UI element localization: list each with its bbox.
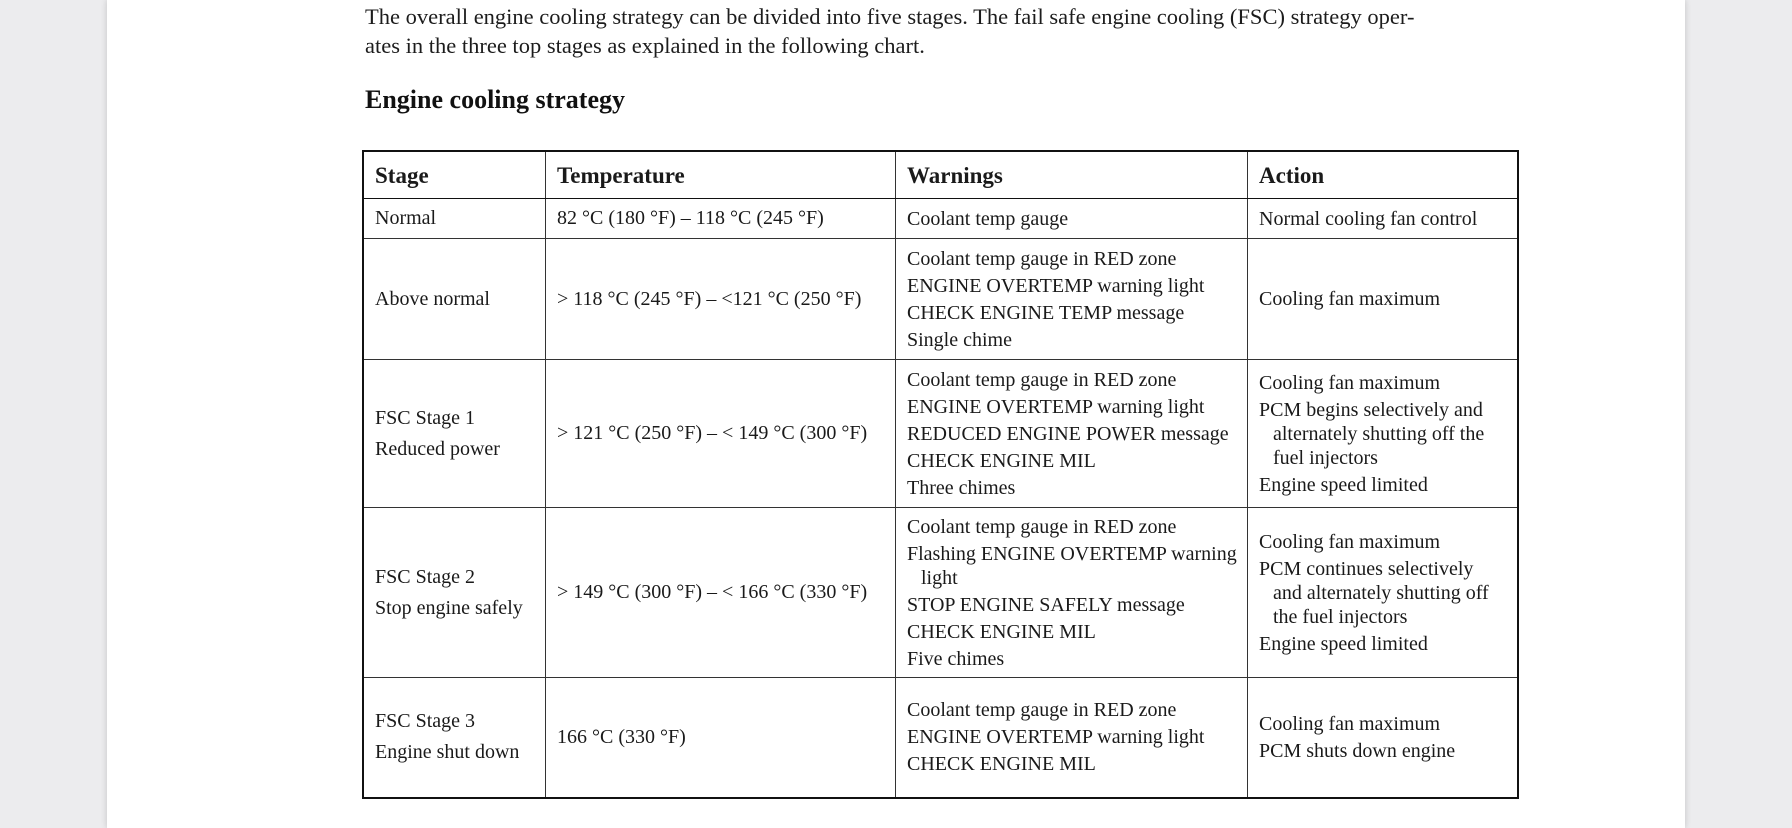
stage-cell — [363, 360, 546, 508]
temperature-cell: > 121 °C (250 °F) – < 149 °C (300 °F) — [546, 360, 896, 508]
temperature-cell: > 118 °C (245 °F) – <121 °C (250 °F) — [546, 239, 896, 360]
action-item: PCM shuts down engine — [1259, 739, 1456, 762]
document-page — [107, 0, 1685, 828]
table-row — [363, 508, 1518, 678]
warnings-cell — [896, 199, 1248, 239]
warning-item: Coolant temp gauge — [907, 207, 1069, 230]
temperature-cell: 82 °C (180 °F) – 118 °C (245 °F) — [546, 199, 896, 239]
action-cell — [1248, 199, 1519, 239]
warning-item: Coolant temp gauge in RED zone — [907, 699, 1177, 722]
warning-item: CHECK ENGINE MIL — [907, 449, 1096, 472]
stage-cell — [363, 508, 546, 678]
warning-item: CHECK ENGINE MIL — [907, 753, 1096, 776]
column-header-stage: Stage — [363, 151, 546, 199]
section-heading: Engine cooling strategy — [365, 85, 625, 114]
table-header-row — [363, 151, 1518, 199]
warning-item: Coolant temp gauge in RED zone — [907, 515, 1177, 538]
column-header-warnings: Warnings — [896, 151, 1248, 199]
table-body — [363, 199, 1518, 798]
action-cell — [1248, 239, 1519, 360]
warning-item: REDUCED ENGINE POWER message — [907, 422, 1229, 445]
warning-item: CHECK ENGINE MIL — [907, 620, 1096, 643]
table-row — [363, 239, 1518, 360]
action-cell — [1248, 360, 1519, 508]
stage-cell — [363, 199, 546, 239]
warning-item: STOP ENGINE SAFELY message — [907, 593, 1185, 616]
table-row — [363, 678, 1518, 798]
stage-cell — [363, 678, 546, 798]
stage-label: Engine shut down — [375, 741, 520, 764]
warning-item: ENGINE OVERTEMP warning light — [907, 395, 1205, 418]
warnings-cell — [896, 239, 1248, 360]
action-item: Cooling fan maximum — [1259, 712, 1441, 735]
warnings-cell — [896, 508, 1248, 678]
column-header-temperature: Temperature — [546, 151, 896, 199]
intro-line-1: The overall engine cooling strategy can be divided into five stages. The fail safe engine cooling (FSC) strategy oper- — [365, 4, 1415, 29]
intro-line-2: ates in the three top stages as explained in the following chart. — [365, 33, 925, 58]
warning-item: ENGINE OVERTEMP warning light — [907, 274, 1205, 297]
stage-label: Reduced power — [375, 437, 500, 460]
temperature-cell: 166 °C (330 °F) — [546, 678, 896, 798]
warning-item: Coolant temp gauge in RED zone — [907, 247, 1177, 270]
warning-item: Three chimes — [907, 476, 1016, 499]
stage-label: Above normal — [375, 287, 490, 310]
stage-label: Stop engine safely — [375, 596, 523, 619]
table-row — [363, 360, 1518, 508]
action-cell — [1248, 678, 1519, 798]
temperature-cell: > 149 °C (300 °F) – < 166 °C (330 °F) — [546, 508, 896, 678]
warning-item: Coolant temp gauge in RED zone — [907, 368, 1177, 391]
column-header-action: Action — [1248, 151, 1519, 199]
stage-label: FSC Stage 3 — [375, 710, 476, 733]
warnings-cell — [896, 360, 1248, 508]
engine-cooling-strategy-table — [362, 150, 1519, 799]
action-item: Engine speed limited — [1259, 473, 1428, 496]
action-item: PCM begins selectively and alternately shutting off the fuel injectors — [1259, 398, 1485, 469]
stage-label: Normal — [375, 207, 437, 229]
stage-label: FSC Stage 1 — [375, 406, 476, 429]
action-item: Cooling fan maximum — [1259, 371, 1441, 394]
warning-item: Flashing ENGINE OVERTEMP warning light — [907, 542, 1237, 589]
action-item: Cooling fan maximum — [1259, 530, 1441, 553]
warning-item: Five chimes — [907, 647, 1005, 670]
warnings-cell — [896, 678, 1248, 798]
stage-cell — [363, 239, 546, 360]
stage-label: FSC Stage 2 — [375, 565, 476, 588]
action-item: Cooling fan maximum — [1259, 288, 1441, 310]
action-item: PCM continues selectively and alternately shutting off the fuel injectors — [1259, 557, 1489, 628]
action-item: Normal cooling fan control — [1259, 207, 1478, 230]
action-item: Engine speed limited — [1259, 632, 1428, 655]
intro-paragraph — [365, 2, 1625, 60]
action-cell — [1248, 508, 1519, 678]
warning-item: CHECK ENGINE TEMP message — [907, 301, 1185, 324]
table-row — [363, 199, 1518, 239]
warning-item: Single chime — [907, 328, 1012, 351]
warning-item: ENGINE OVERTEMP warning light — [907, 726, 1205, 749]
